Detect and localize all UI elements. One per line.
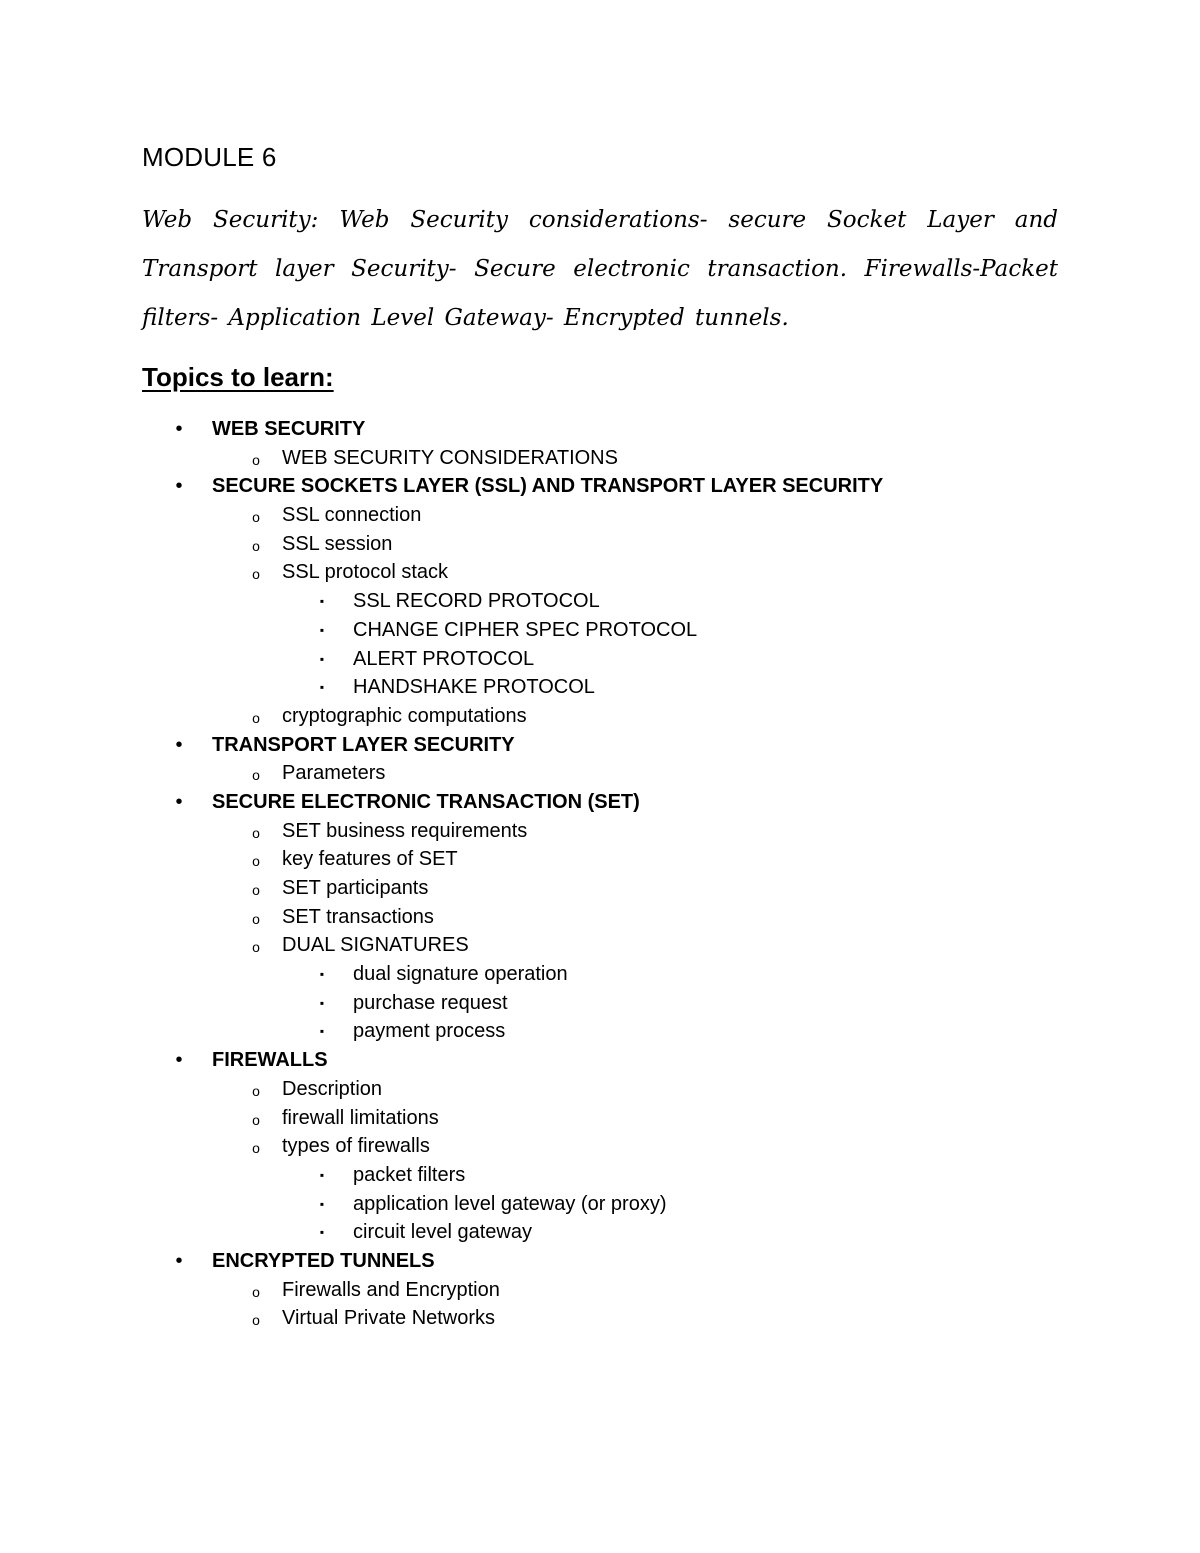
outline-item-text: HANDSHAKE PROTOCOL: [353, 676, 595, 699]
bullet-disc-icon: •: [175, 475, 183, 498]
outline-item-level1: [0, 788, 1200, 817]
outline-item-text: SET participants: [282, 877, 429, 899]
outline-item-level2: [0, 558, 1200, 587]
bullet-circle-icon: o: [252, 566, 260, 583]
outline-item-level3: [0, 645, 1200, 674]
outline-item-text: Description: [282, 1077, 383, 1100]
bullet-circle-icon: o: [252, 910, 260, 927]
outline-item-level2: [0, 759, 1200, 788]
outline-item-level2: [0, 1132, 1200, 1161]
outline-item-level2: [0, 1104, 1200, 1133]
bullet-square-icon: ▪: [319, 622, 325, 637]
bullet-circle-icon: o: [252, 709, 260, 726]
outline-item-text: Parameters: [282, 762, 386, 785]
outline-item-text: WEB SECURITY CONSIDERATIONS: [282, 446, 618, 469]
outline-item-level2: [0, 845, 1200, 874]
outline-item-text: payment process: [353, 1020, 506, 1043]
syllabus-paragraph: Web Security: Web Security considerations- secure Socket Layer and Transport layer Security- Secure electronic transaction. Firewalls-Packet filters- Application Level Gateway- Encrypted tunnels.: [142, 207, 1058, 331]
outline-item-level2: [0, 931, 1200, 960]
outline-item-text: dual signature operation: [353, 963, 568, 986]
bullet-circle-icon: o: [252, 853, 260, 870]
outline-item-level3: [0, 989, 1200, 1018]
bullet-circle-icon: o: [252, 509, 260, 526]
bullet-circle-icon: o: [252, 451, 260, 468]
outline-item-text: SSL RECORD PROTOCOL: [353, 590, 600, 613]
outline-item-text: application level gateway (or proxy): [353, 1192, 667, 1215]
outline-item-level3: [0, 1017, 1200, 1046]
outline-item-text: purchase request: [353, 991, 508, 1014]
outline-item-text: SECURE ELECTRONIC TRANSACTION (SET): [212, 790, 640, 813]
outline-item-level2: [0, 874, 1200, 903]
bullet-circle-icon: o: [252, 537, 260, 554]
outline-item-text: ALERT PROTOCOL: [353, 647, 535, 670]
outline-item-level2: [0, 1075, 1200, 1104]
bullet-circle-icon: o: [252, 1111, 260, 1128]
bullet-square-icon: ▪: [319, 967, 325, 982]
bullet-disc-icon: •: [175, 418, 183, 440]
outline-item-text: WEB SECURITY: [212, 418, 366, 440]
bullet-square-icon: ▪: [319, 1167, 325, 1182]
outline-item-level3: [0, 1161, 1200, 1190]
outline-item-text: Virtual Private Networks: [282, 1307, 496, 1330]
outline-item-level1: [0, 731, 1200, 760]
outline-item-text: SSL session: [282, 532, 393, 555]
outline-item-level2: [0, 903, 1200, 932]
outline-item-text: DUAL SIGNATURES: [282, 934, 469, 957]
bullet-disc-icon: •: [175, 790, 183, 813]
outline-item-text: circuit level gateway: [353, 1221, 532, 1244]
outline-item-level2: [0, 444, 1200, 473]
outline-item-level3: [0, 960, 1200, 989]
bullet-circle-icon: o: [252, 1082, 260, 1099]
bullet-circle-icon: o: [252, 767, 260, 784]
page-title: MODULE 6: [142, 142, 277, 172]
outline-item-text: SET transactions: [282, 905, 434, 928]
bullet-square-icon: ▪: [319, 1196, 325, 1211]
outline-item-text: types of firewalls: [282, 1135, 430, 1158]
outline-item-text: packet filters: [353, 1163, 466, 1186]
outline-item-level2: [0, 1304, 1200, 1333]
outline-item-level3: [0, 587, 1200, 616]
outline-item-level3: [0, 1218, 1200, 1247]
outline-item-level1: [0, 415, 1200, 444]
outline-item-level3: [0, 673, 1200, 702]
outline-item-text: SET business requirements: [282, 819, 528, 842]
outline-item-text: ENCRYPTED TUNNELS: [212, 1249, 435, 1272]
outline-item-level2: [0, 501, 1200, 530]
outline-item-text: SECURE SOCKETS LAYER (SSL) AND TRANSPORT LAYER SECURITY: [212, 475, 884, 498]
bullet-disc-icon: •: [175, 733, 183, 756]
outline-item-text: FIREWALLS: [212, 1049, 328, 1072]
bullet-square-icon: ▪: [319, 1225, 325, 1240]
outline-item-text: firewall limitations: [282, 1106, 439, 1129]
bullet-circle-icon: o: [252, 1283, 260, 1300]
bullet-circle-icon: o: [252, 1140, 260, 1157]
topics-heading: Topics to learn:: [142, 362, 334, 392]
bullet-circle-icon: o: [252, 882, 260, 898]
bullet-square-icon: ▪: [319, 651, 325, 666]
outline-item-level1: [0, 1046, 1200, 1075]
bullet-square-icon: ▪: [319, 1024, 325, 1039]
outline-item-text: SSL protocol stack: [282, 561, 449, 584]
outline-item-level2: [0, 702, 1200, 731]
bullet-square-icon: ▪: [319, 680, 325, 695]
outline-item-level2: [0, 530, 1200, 559]
outline-item-text: TRANSPORT LAYER SECURITY: [212, 733, 515, 756]
topics-outline: [0, 415, 1200, 1333]
bullet-circle-icon: o: [252, 1312, 260, 1329]
outline-item-level3: [0, 616, 1200, 645]
outline-item-text: Firewalls and Encryption: [282, 1278, 500, 1301]
outline-item-level3: [0, 1190, 1200, 1219]
outline-item-level2: [0, 1276, 1200, 1305]
bullet-disc-icon: •: [175, 1249, 183, 1272]
outline-item-level1: [0, 472, 1200, 501]
bullet-square-icon: ▪: [319, 594, 325, 609]
outline-item-text: key features of SET: [282, 848, 458, 871]
outline-item-text: cryptographic computations: [282, 704, 527, 727]
outline-item-level1: [0, 1247, 1200, 1276]
bullet-circle-icon: o: [252, 939, 260, 956]
outline-item-level2: [0, 817, 1200, 846]
bullet-square-icon: ▪: [319, 995, 325, 1010]
bullet-disc-icon: •: [175, 1049, 183, 1072]
outline-item-text: CHANGE CIPHER SPEC PROTOCOL: [353, 618, 698, 641]
outline-item-text: SSL connection: [282, 504, 422, 527]
bullet-circle-icon: o: [252, 824, 260, 841]
